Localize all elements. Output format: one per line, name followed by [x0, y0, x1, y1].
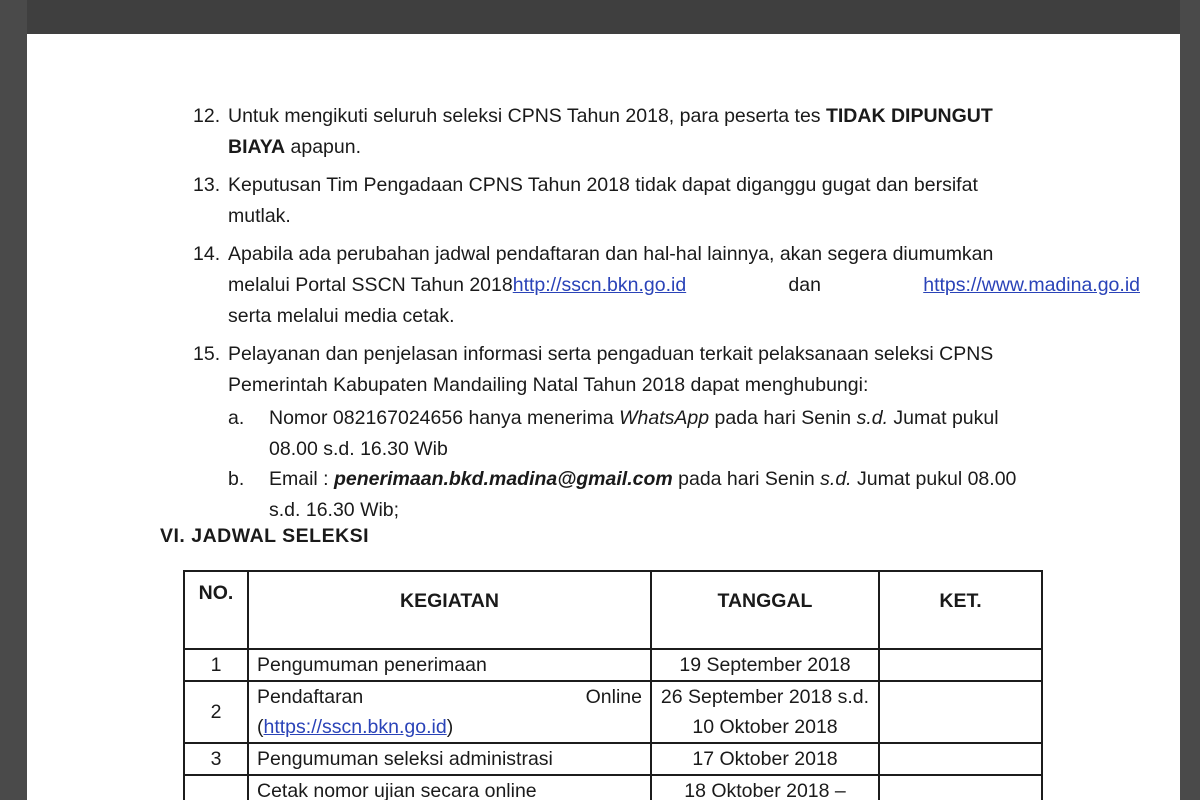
- header-tanggal: TANGGAL: [651, 571, 879, 649]
- viewer-right-margin: [1180, 0, 1200, 800]
- table-row: [184, 775, 1042, 800]
- document-page: [27, 34, 1180, 800]
- kegiatan-line-2: (https://sscn.bkn.go.id): [257, 716, 454, 738]
- viewer-top-bar: [0, 0, 1200, 34]
- cell-kegiatan: Pengumuman seleksi administrasi: [248, 743, 651, 775]
- item-number: 13.: [193, 174, 221, 196]
- header-ket: KET.: [879, 571, 1042, 649]
- schedule-table: [183, 570, 1043, 800]
- text: pada hari Senin: [709, 407, 857, 429]
- cell-no: 3: [184, 743, 248, 775]
- italic-text: s.d.: [820, 468, 852, 490]
- table-header-row: [184, 571, 1042, 649]
- item-15-line-2: Pemerintah Kabupaten Mandailing Natal Tahun 2018 dapat menghubungi:: [228, 374, 869, 396]
- cell-tanggal: 19 September 2018: [651, 649, 879, 681]
- cell-kegiatan: [248, 681, 651, 743]
- sub-letter: b.: [228, 468, 245, 490]
- text: Online: [585, 686, 642, 708]
- sscn-link[interactable]: http://sscn.bkn.go.id: [512, 274, 687, 296]
- cell-no: 1: [184, 649, 248, 681]
- table-row: [184, 681, 1042, 743]
- tanggal-line-1: 26 September 2018 s.d.: [660, 686, 870, 708]
- cell-ket: [879, 681, 1042, 743]
- sscn-registration-link[interactable]: https://sscn.bkn.go.id: [263, 716, 447, 738]
- text: Nomor 082167024656 hanya menerima: [269, 407, 620, 429]
- text: melalui Portal SSCN Tahun 2018: [228, 274, 513, 296]
- tanggal-line-2: 10 Oktober 2018: [692, 716, 838, 738]
- item-15-line-1: Pelayanan dan penjelasan informasi serta pengaduan terkait pelaksanaan seleksi CPNS: [228, 343, 994, 365]
- cell-ket: [879, 775, 1042, 800]
- item-14-line-2: [228, 270, 1140, 301]
- item-14-line-3: serta melalui media cetak.: [228, 305, 455, 327]
- bold-text: BIAYA: [228, 136, 286, 158]
- sub-b-line-2: s.d. 16.30 Wib;: [269, 499, 400, 521]
- text: apapun.: [285, 136, 361, 158]
- item-14-line-1: Apabila ada perubahan jadwal pendaftaran dan hal-hal lainnya, akan segera diumumkan: [228, 243, 994, 265]
- item-13-line-1: Keputusan Tim Pengadaan CPNS Tahun 2018 tidak dapat diganggu gugat dan bersifat: [228, 174, 978, 196]
- cell-tanggal: 17 Oktober 2018: [651, 743, 879, 775]
- item-13-line-2: mutlak.: [228, 205, 291, 227]
- italic-text: WhatsApp: [619, 407, 710, 429]
- cell-tanggal: [651, 681, 879, 743]
- text-with-link: [228, 270, 686, 301]
- bold-text: TIDAK DIPUNGUT: [825, 105, 993, 127]
- cell-kegiatan: Pengumuman penerimaan: [248, 649, 651, 681]
- text: pada hari Senin: [672, 468, 821, 490]
- text: Jumat pukul: [888, 407, 999, 429]
- cell-ket: [879, 743, 1042, 775]
- item-12-line-2: [228, 132, 361, 163]
- table-row: [184, 649, 1042, 681]
- header-kegiatan: KEGIATAN: [248, 571, 651, 649]
- italic-text: s.d.: [856, 407, 889, 429]
- item-number: 15.: [193, 343, 221, 365]
- cell-ket: [879, 649, 1042, 681]
- item-number: 14.: [193, 243, 221, 265]
- viewer-left-margin: [0, 0, 27, 800]
- cell-kegiatan: Cetak nomor ujian secara online: [248, 775, 651, 800]
- cell-no: [184, 775, 248, 800]
- text: Pendaftaran: [257, 686, 364, 708]
- header-no: NO.: [184, 571, 248, 649]
- text: Email :: [269, 468, 335, 490]
- email-address[interactable]: penerimaan.bkd.madina@gmail.com: [334, 468, 673, 490]
- section-heading: VI. JADWAL SELEKSI: [160, 525, 370, 547]
- kegiatan-line-1: [257, 682, 642, 712]
- cell-no: 2: [184, 681, 248, 743]
- text: Jumat pukul 08.00: [851, 468, 1017, 490]
- item-12-line-1: [228, 101, 993, 132]
- text: Untuk mengikuti seluruh seleksi CPNS Tahun 2018, para peserta tes: [228, 105, 826, 127]
- table-row: [184, 743, 1042, 775]
- sub-a-line-1: [269, 403, 999, 434]
- sub-b-line-1: [269, 464, 1016, 495]
- text: dan: [788, 274, 821, 296]
- madina-link[interactable]: https://www.madina.go.id: [923, 274, 1140, 296]
- item-number: 12.: [193, 105, 221, 127]
- sub-letter: a.: [228, 407, 245, 429]
- cell-tanggal: 18 Oktober 2018 –: [651, 775, 879, 800]
- sub-a-line-2: 08.00 s.d. 16.30 Wib: [269, 438, 448, 460]
